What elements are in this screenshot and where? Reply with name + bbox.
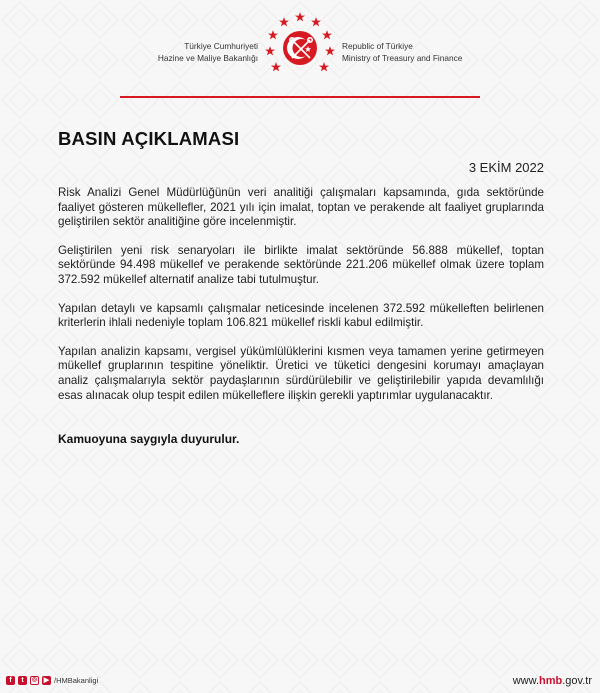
page-title: BASIN AÇIKLAMASI [58,128,240,149]
letterhead [0,10,600,100]
youtube-icon[interactable]: ▶ [43,677,50,684]
footer [0,671,600,693]
facebook-icon[interactable]: f [6,676,15,685]
document-date: 3 EKİM 2022 [468,160,544,175]
closing-statement: Kamuoyuna saygıyla duyurulur. [58,432,240,446]
paragraph: Geliştirilen yeni risk senaryoları ile birlikte imalat sektöründe 56.888 mükellef, toptan sektöründe 94.498 mükellef ve perakende sektöründe 221.206 mükellef olmak üzere toplam 372.592 mükellef alternatif analize tabi tutulmuştur. [58,243,544,286]
twitter-icon[interactable]: t [18,676,27,685]
ministry-emblem-icon [264,10,336,82]
press-release-body [58,186,544,417]
ministry-name-english: Republic of Türkiye Ministry of Treasury and Finance [342,41,463,63]
paragraph: Yapılan analizin kapsamı, vergisel yükümlülüklerini kısmen veya tamamen yerine getirmeyen mükellef gruplarının tespitine yöneliktir. Üretici ve tüketici dengesini korumayı amaçlayan analiz çalışmalarıyla sektör paydaşlarının sürdürülebilir ve geliştirilebilir yapıda devamlılığı esas alınacak olup tespit edilen mükelleflere ilişkin gerekli yaptırımlar uygulanacaktır. [58,344,544,402]
instagram-icon[interactable]: ◎ [31,677,38,683]
social-links [6,676,98,685]
social-handle[interactable]: /HMBakanligi [54,676,99,685]
ministry-name-turkish: Türkiye Cumhuriyeti Hazine ve Maliye Bakanlığı [157,41,258,63]
paragraph: Risk Analizi Genel Müdürlüğünün veri analitiği çalışmaları kapsamında, gıda sektöründe faaliyet gösteren mükellefler, 2021 yılı için imalat, toptan ve perakende alt faaliyet gruplarında geliştirilen sektör analitiğine göre incelenmiştir. [58,186,544,229]
website-link[interactable]: www.hmb.gov.tr [512,675,592,687]
paragraph: Yapılan detaylı ve kapsamlı çalışmalar neticesinde incelenen 372.592 mükelleften belirlenen kriterlerin ihlali nedeniyle toplam 106.821 mükellef riskli kabul edilmiştir. [58,301,544,330]
header-divider [120,96,480,98]
